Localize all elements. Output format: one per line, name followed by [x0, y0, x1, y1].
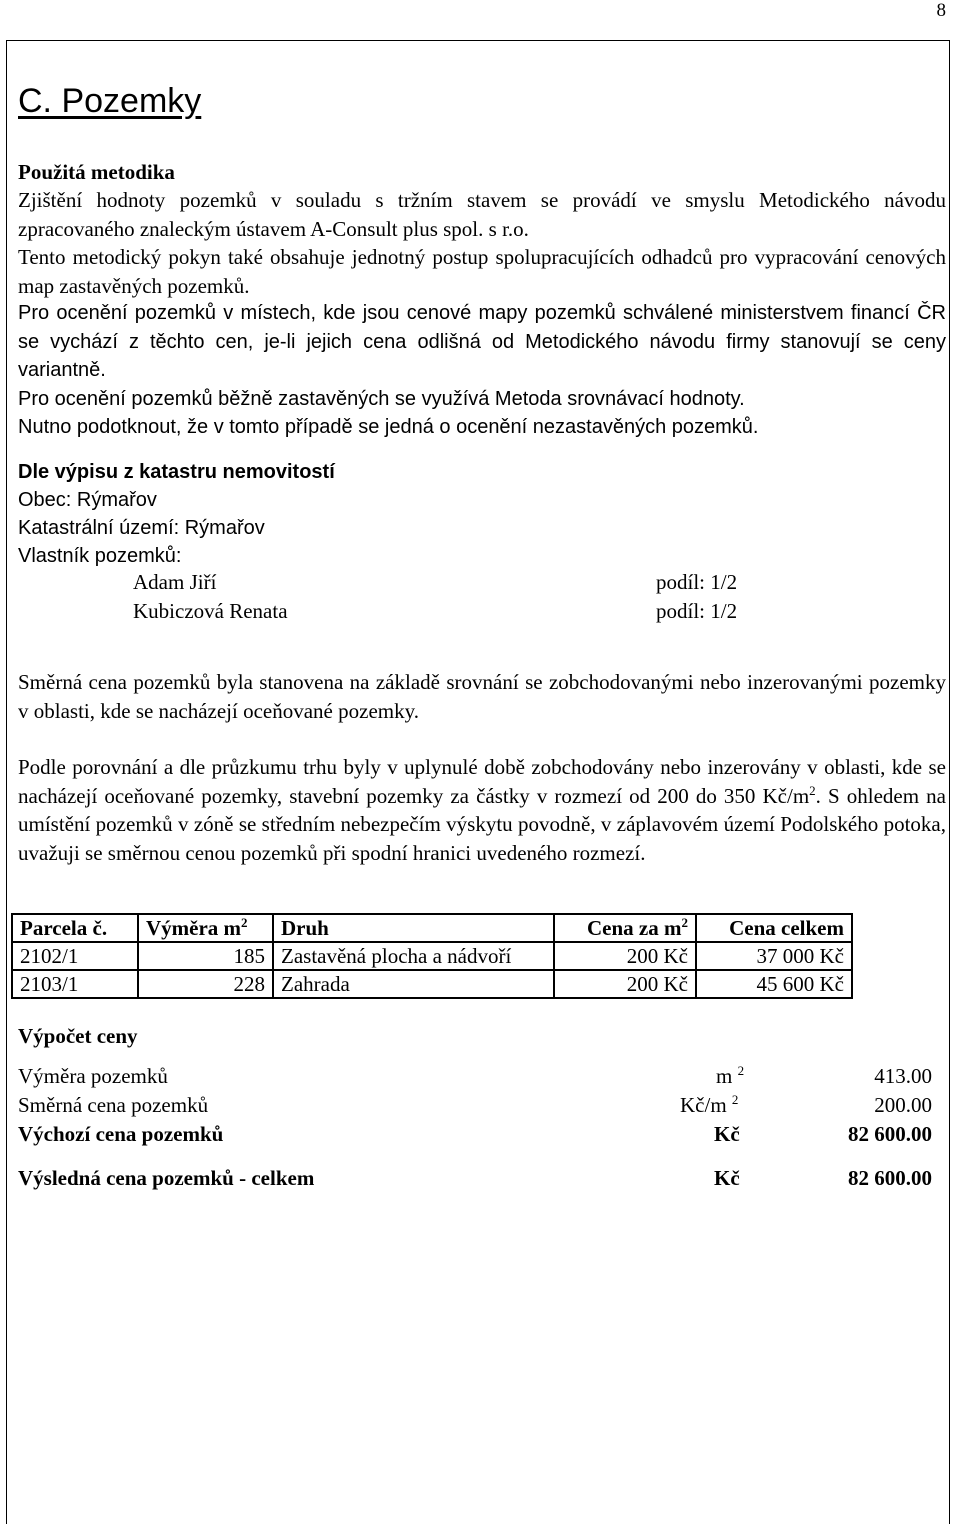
cell-area: 185 — [138, 942, 273, 970]
cadastral-territory: Katastrální území: Rýmařov — [18, 517, 265, 539]
header-area-sup: 2 — [241, 914, 248, 930]
price-basis-paragraph: Směrná cena pozemků byla stanovena na základě srovnání se zobchodovanými nebo inzerovanými pozemky v oblasti, kde se nacházejí oceňované pozemky. — [18, 670, 946, 723]
calc-row-base-price — [18, 1122, 932, 1150]
calculation-heading: Výpočet ceny — [18, 1024, 138, 1048]
section-title: C. Pozemky — [18, 82, 202, 120]
calc-unit — [680, 1093, 738, 1118]
calc-unit — [716, 1064, 744, 1089]
methodology-heading: Použitá metodika — [18, 160, 175, 184]
calc-row-final-price — [18, 1166, 932, 1194]
header-type: Druh — [273, 914, 554, 942]
methodology-paragraph-1: Zjištění hodnoty pozemků v souladu s tržním stavem se provádí ve smyslu Metodického návodu zpracovaného znaleckým ústavem A-Consult plus spol. s r.o. — [18, 188, 946, 241]
header-parcel: Parcela č. — [12, 914, 138, 942]
municipality: Obec: Rýmařov — [18, 489, 157, 511]
owner-name: Kubiczová Renata — [133, 599, 288, 623]
header-area-label: Výměra m — [146, 915, 242, 940]
cell-type: Zastavěná plocha a nádvoří — [273, 942, 554, 970]
cell-total: 37 000 Kč — [696, 942, 852, 970]
header-total: Cena celkem — [696, 914, 852, 942]
header-price-label: Cena za m — [587, 915, 682, 940]
calc-label: Výchozí cena pozemků — [18, 1122, 224, 1146]
calc-value: 413.00 — [874, 1064, 932, 1088]
header-area — [138, 914, 273, 942]
cell-price: 200 Kč — [554, 942, 696, 970]
calc-label: Směrná cena pozemků — [18, 1093, 209, 1117]
header-price-sup: 2 — [681, 914, 688, 930]
calc-unit-sup: 2 — [731, 1092, 739, 1107]
owner-share: podíl: 1/2 — [656, 599, 738, 623]
calc-unit-sup: 2 — [737, 1063, 745, 1078]
market-text-after: . S ohledem na umístění pozemků v zóně se středním nebezpečím výskytu povodně, v záplavovém území Podolského potoka, uvažuji se směrnou cenou pozemků při spodní hranici uvedeného rozmezí. — [18, 783, 946, 865]
methodology-paragraph-2: Tento metodický pokyn také obsahuje jednotný postup spolupracujících odhadců pro vypracování cenových map zastavěných pozemků. — [18, 245, 946, 298]
final-value: 82 600.00 — [848, 1166, 932, 1190]
cell-parcel: 2102/1 — [12, 942, 138, 970]
table-row — [12, 942, 852, 970]
parcel-table — [11, 913, 853, 999]
final-label: Výsledná cena pozemků - celkem — [18, 1166, 315, 1190]
final-unit: Kč — [714, 1166, 740, 1190]
header-price — [554, 914, 696, 942]
market-comparison-paragraph — [18, 753, 946, 867]
methodology-paragraph-5: Nutno podotknout, že v tomto případě se jedná o ocenění nezastavěných pozemků. — [18, 416, 759, 438]
calc-unit-text: m — [716, 1064, 733, 1088]
calc-unit: Kč — [714, 1122, 740, 1146]
owner-name: Adam Jiří — [133, 570, 217, 594]
market-text-sup: 2 — [809, 782, 816, 798]
owners-label: Vlastník pozemků: — [18, 545, 182, 567]
calc-row-area — [18, 1064, 932, 1092]
owner-share: podíl: 1/2 — [656, 570, 738, 594]
calc-row-unit-price — [18, 1093, 932, 1121]
cell-total: 45 600 Kč — [696, 970, 852, 998]
calc-value: 200.00 — [874, 1093, 932, 1117]
cell-price: 200 Kč — [554, 970, 696, 998]
page-number: 8 — [936, 0, 946, 21]
market-text-before: Podle porovnání a dle průzkumu trhu byly v uplynulé době zobchodovány nebo inzerovány v oblasti, kde se nacházejí oceňované pozemky, stavební pozemky za částky v rozmezí od 200 do 350 Kč/m — [18, 755, 946, 808]
cadastre-heading: Dle výpisu z katastru nemovitostí — [18, 461, 335, 483]
calc-value: 82 600.00 — [848, 1122, 932, 1146]
calc-label: Výměra pozemků — [18, 1064, 168, 1088]
methodology-paragraph-3: Pro ocenění pozemků v místech, kde jsou cenové mapy pozemků schválené ministerstvem financí ČR se vychází z těchto cen, je-li jejich cena odlišná od Metodického návodu firmy stanovují se ceny variantně. — [18, 302, 946, 381]
cell-type: Zahrada — [273, 970, 554, 998]
methodology-paragraph-4: Pro ocenění pozemků běžně zastavěných se využívá Metoda srovnávací hodnoty. — [18, 388, 745, 410]
calc-unit-text: Kč/m — [680, 1093, 727, 1117]
cell-area: 228 — [138, 970, 273, 998]
cell-parcel: 2103/1 — [12, 970, 138, 998]
table-row — [12, 970, 852, 998]
table-header-row — [12, 914, 852, 942]
